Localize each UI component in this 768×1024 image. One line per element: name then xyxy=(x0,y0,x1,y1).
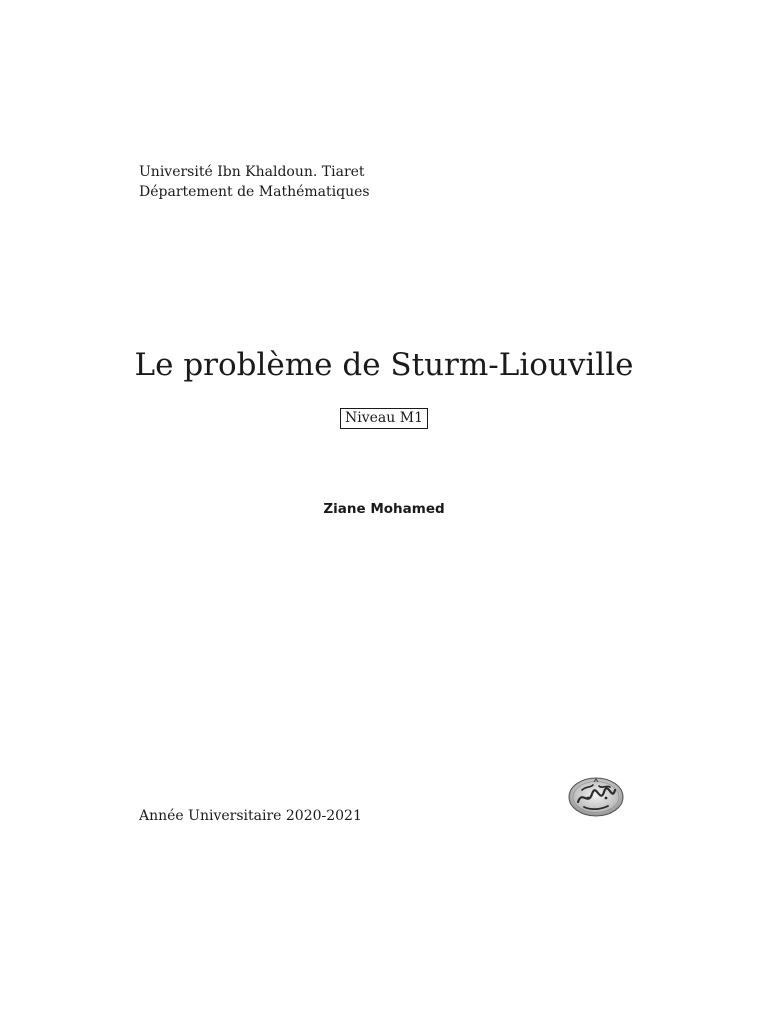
level-badge: Niveau M1 xyxy=(340,408,428,429)
level-container xyxy=(0,407,768,429)
university-calligraphy-seal-icon xyxy=(566,776,626,818)
academic-year: Année Universitaire 2020-2021 xyxy=(139,808,362,824)
university-name: Université Ibn Khaldoun. Tiaret xyxy=(139,164,365,180)
institution-block xyxy=(139,162,370,202)
department-name: Département de Mathématiques xyxy=(139,184,370,200)
document-title: Le problème de Sturm-Liouville xyxy=(134,347,634,383)
author-name: Ziane Mohamed xyxy=(323,501,445,517)
